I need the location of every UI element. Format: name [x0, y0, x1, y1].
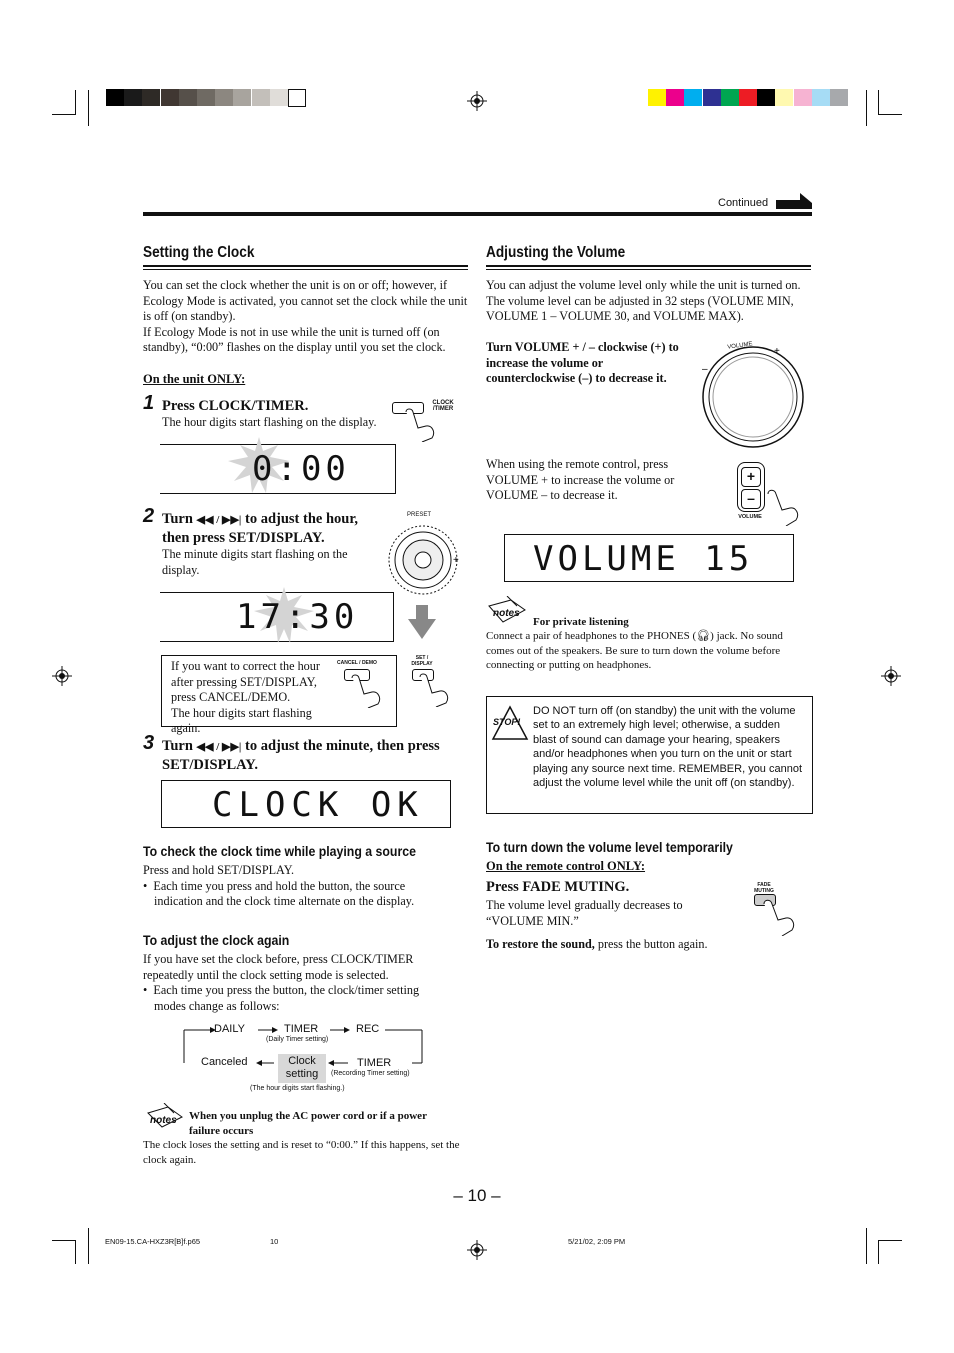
- check-clock-title: To check the clock time while playing a source: [143, 843, 416, 859]
- clock-intro-paragraph: [143, 278, 470, 356]
- stop-icon-label: STOP!: [493, 717, 521, 727]
- button-label: CLOCK /TIMER: [432, 400, 454, 412]
- dial-label: PRESET: [407, 512, 432, 518]
- color-swatch: [648, 89, 666, 106]
- volume-knob-icon[interactable]: [698, 340, 804, 448]
- turn-down-title: To turn down the volume level temporarily: [486, 839, 733, 855]
- warning-text: DO NOT turn off (on standby) the unit with the volume set to an extremely high level; otherwise, a sudden blast of sound can damage your hearing, speakers and/or headphones when you turn on the unit or start playing any source next time. REMEMBER, you cannot adjust the volume level while the unit off (on standby).: [533, 705, 803, 790]
- color-swatch: [794, 89, 812, 106]
- color-swatch: [215, 89, 233, 106]
- color-swatch: [721, 89, 739, 106]
- intro-text-2: If Ecology Mode is not in use while the unit is turned off (on standby), “0:00” flashes on the display until you set the clock.: [143, 324, 446, 354]
- down-arrow-icon: [408, 605, 436, 639]
- color-swatch: [666, 89, 684, 106]
- pressing-finger-icon: [402, 406, 438, 442]
- button-label: FADE MUTING: [754, 882, 774, 894]
- remote-volume-illustration: [736, 460, 806, 526]
- lcd-display-clock-ok: [161, 780, 451, 828]
- lcd-display-clock-hour: [160, 444, 396, 494]
- notes-icon-label: notes: [493, 608, 520, 619]
- crosshair-icon: [52, 666, 72, 686]
- flow-timer-recording: TIMER: [357, 1057, 392, 1069]
- press-fade-muting: Press FADE MUTING.: [486, 879, 630, 895]
- color-swatch: [161, 89, 179, 106]
- adjust-clock-title: To adjust the clock again: [143, 932, 290, 948]
- crosshair-icon: [467, 91, 487, 111]
- flow-timer-daily: TIMER: [284, 1023, 319, 1035]
- notes-title: For private listening: [533, 616, 629, 628]
- flow-rec: REC: [356, 1023, 380, 1035]
- knob-label: VOLUME: [727, 341, 753, 351]
- restore-sound-text: To restore the sound, press the button again.: [486, 937, 708, 951]
- color-swatch: [288, 89, 306, 107]
- timer-mode-flow-diagram: [180, 1020, 430, 1100]
- section-rule: [143, 265, 468, 267]
- color-swatch: [233, 89, 251, 106]
- section-rule: [143, 269, 468, 270]
- pressing-finger-icon: [416, 671, 452, 707]
- color-swatch: [270, 89, 288, 106]
- adjust-clock-body: If you have set the clock before, press CLOCK/TIMER repeatedly until the clock setting mode is selected. • Each time you press the button, the clock/timer setting modes change as follows:: [143, 952, 420, 1013]
- remote-only-label: On the remote control ONLY:: [486, 859, 646, 873]
- flow-daily: DAILY: [214, 1023, 245, 1035]
- color-swatch: [757, 89, 775, 106]
- notes-title: When you unplug the AC power cord or if a power failure occurs: [189, 1110, 427, 1137]
- remote-label: VOLUME: [738, 514, 762, 520]
- header-rule: [143, 212, 812, 216]
- page-number: – 10 –: [453, 1186, 501, 1205]
- volume-intro: You can adjust the volume level only while the unit is turned on. The volume level can be adjusted in 32 steps (VOLUME MIN, VOLUME 1 – VOLUME 30, and VOLUME MAX).: [486, 278, 801, 323]
- unit-only-label: On the unit ONLY:: [143, 372, 246, 386]
- preset-dial-icon[interactable]: [385, 520, 463, 598]
- svg-text:–: –: [702, 364, 708, 375]
- pressing-finger-icon: [348, 672, 384, 708]
- lcd-text: 0:00: [252, 449, 350, 489]
- step2-description: The minute digits start flashing on the display.: [162, 547, 348, 577]
- crosshair-icon: [881, 666, 901, 686]
- clock-timer-button-illustration: [390, 396, 460, 442]
- section-rule: [486, 269, 811, 270]
- section-title-adjusting-volume: Adjusting the Volume: [486, 244, 626, 261]
- check-clock-body: Press and hold SET/DISPLAY. • Each time you press and hold the button, the source indication and the clock time alternate on the display.: [143, 863, 415, 908]
- button-label: SET / DISPLAY: [411, 655, 433, 667]
- cancel-demo-button-illustration: [336, 660, 396, 708]
- step3-heading: Turn ◀◀ / ▶▶| to adjust the minute, then press SET/DISPLAY.: [162, 738, 440, 773]
- remote-volume-text: When using the remote control, press VOLUME + to increase the volume or VOLUME – to decrease it.: [486, 457, 675, 502]
- svg-text:+: +: [453, 555, 459, 566]
- color-swatch: [812, 89, 830, 106]
- color-swatch: [684, 89, 702, 106]
- notes-icon-label: notes: [150, 1115, 177, 1126]
- step1-description: The hour digits start flashing on the display.: [162, 415, 377, 429]
- fade-muting-button-illustration: [748, 882, 802, 936]
- notes-icon: [146, 1103, 186, 1137]
- step1-heading: Press CLOCK/TIMER.: [162, 398, 309, 414]
- volume-down-button[interactable]: –: [741, 489, 761, 509]
- lcd-display-clock-minute: [160, 592, 394, 642]
- step-number: 3: [143, 732, 155, 754]
- lcd-display-volume: [504, 534, 794, 582]
- notes-body: Connect a pair of headphones to the PHONES (🎧︎) jack. No sound comes out of the speakers. Be sure to turn down the volume before connecting or putting on headphones.: [486, 630, 783, 671]
- section-rule: [486, 265, 811, 267]
- color-swatch: [252, 89, 270, 106]
- flow-footnote: (The hour digits start flashing.): [250, 1085, 345, 1092]
- volume-knob-illustration: [698, 340, 804, 448]
- color-swatch: [142, 89, 160, 106]
- volume-up-button[interactable]: +: [741, 467, 761, 487]
- pressing-finger-icon: [762, 486, 806, 526]
- continued-arrow-icon: [776, 191, 812, 209]
- color-swatch: [830, 89, 848, 106]
- intro-text-1: You can set the clock whether the unit is on or off; however, if Ecology Mode is activated, you cannot set the clock while the unit is off (on standby).: [143, 278, 468, 323]
- step2-heading: Turn ◀◀ / ▶▶| to adjust the hour, then press SET/DISPLAY.: [162, 511, 359, 546]
- correction-text: If you want to correct the hour after pressing SET/DISPLAY, press CANCEL/DEMO. The hour digits start flashing again.: [171, 659, 320, 735]
- flow-canceled: Canceled: [201, 1056, 248, 1068]
- step-number: 2: [143, 505, 155, 527]
- footer-page: 10: [270, 1237, 279, 1246]
- pressing-finger-icon: [758, 896, 802, 936]
- color-swatch: [179, 89, 197, 106]
- lcd-text: VOLUME 15: [533, 539, 754, 579]
- fade-muting-description: The volume level gradually decreases to “VOLUME MIN.”: [486, 898, 683, 928]
- flow-timer-recording-sub: (Recording Timer setting): [331, 1070, 410, 1077]
- color-swatch: [197, 89, 215, 106]
- footer-file: EN09-15.CA-HXZ3R[B]f.p65: [105, 1237, 201, 1246]
- color-swatch: [124, 89, 142, 106]
- color-swatch: [106, 89, 124, 106]
- lcd-text: CLOCK OK: [212, 785, 424, 825]
- button-label: CANCEL / DEMO: [337, 660, 377, 666]
- notes-icon: [487, 596, 529, 630]
- remote-volume-rocker: [737, 462, 765, 512]
- step-number: 1: [143, 392, 155, 414]
- flow-timer-daily-sub: (Daily Timer setting): [266, 1036, 329, 1043]
- preset-dial-illustration: [385, 512, 463, 594]
- warning-box: [486, 696, 813, 814]
- svg-text:+: +: [774, 346, 780, 357]
- notes-body: The clock loses the setting and is reset to “0:00.” If this happens, set the clock again.: [143, 1139, 460, 1166]
- color-swatch: [775, 89, 793, 106]
- turn-volume-instruction: Turn VOLUME + / – clockwise (+) to increase the volume or counterclockwise (–) to decrease it.: [486, 340, 679, 385]
- set-display-button-illustration: [408, 655, 458, 707]
- footer-date: 5/21/02, 2:09 PM: [568, 1237, 626, 1246]
- crosshair-icon: [467, 1240, 487, 1260]
- headphones-icon: 🎧︎: [696, 630, 711, 642]
- lcd-text: 17:30: [236, 597, 359, 637]
- section-title-setting-clock: Setting the Clock: [143, 244, 255, 261]
- color-swatch: [703, 89, 721, 106]
- flow-clock-setting: Clock setting: [278, 1054, 326, 1083]
- color-swatch: [739, 89, 757, 106]
- continued-label: Continued: [718, 197, 769, 209]
